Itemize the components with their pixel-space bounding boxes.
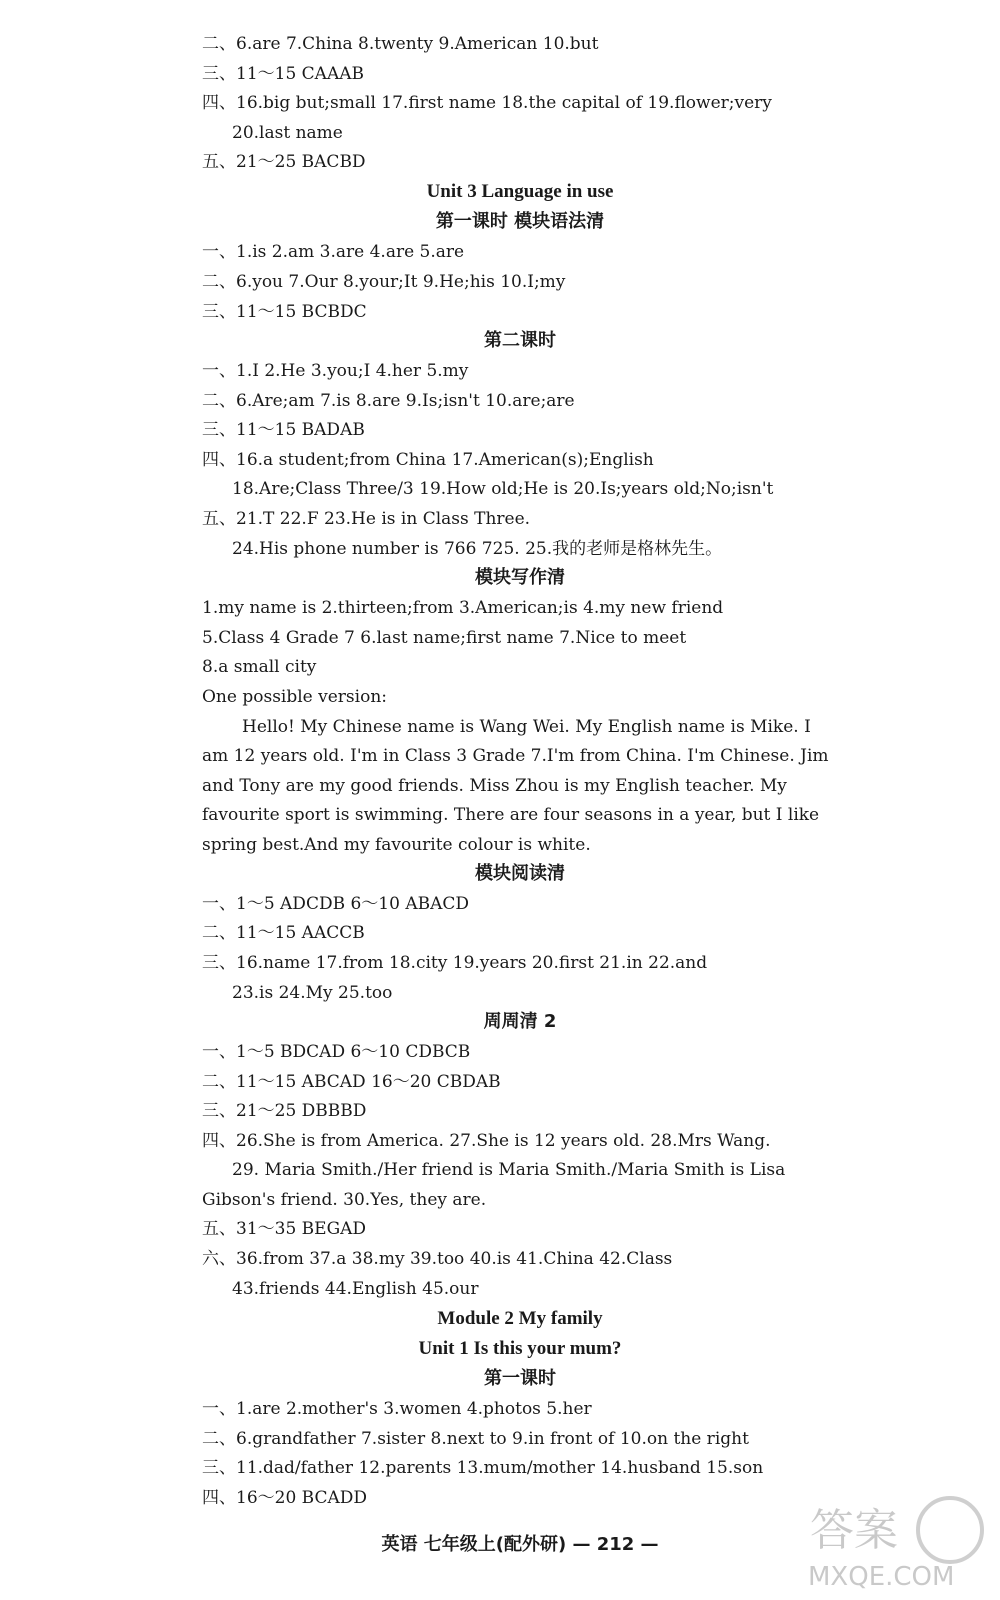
answer-line: 二、6.Are;am 7.is 8.are 9.Is;isn't 10.are;are (202, 391, 575, 411)
answer-line: and Tony are my good friends. Miss Zhou is my English teacher. My (202, 776, 787, 796)
answer-line: 二、6.grandfather 7.sister 8.next to 9.in front of 10.on the right (202, 1429, 749, 1449)
answer-line: 24.His phone number is 766 725. 25.我的老师是格林先生。 (232, 539, 723, 559)
section-heading: 第二课时 (484, 330, 556, 351)
answer-line: Gibson's friend. 30.Yes, they are. (202, 1190, 487, 1210)
section-heading: 模块阅读清 (475, 863, 565, 884)
section-heading: 模块写作清 (475, 567, 565, 588)
answer-line: 一、1～5 ADCDB 6～10 ABACD (202, 894, 470, 914)
answer-line: 五、21～25 BACBD (202, 152, 366, 172)
answer-line: 二、11～15 AACCB (202, 923, 365, 943)
answer-line: 43.friends 44.English 45.our (232, 1279, 479, 1299)
answer-line: spring best.And my favourite colour is white. (202, 835, 591, 855)
answer-line: 三、21～25 DBBBD (202, 1101, 367, 1121)
answer-line: 一、1.I 2.He 3.you;I 4.her 5.my (202, 361, 469, 381)
answer-line: 三、11～15 CAAAB (202, 64, 364, 84)
answer-line: 一、1.are 2.mother's 3.women 4.photos 5.her (202, 1399, 592, 1419)
answer-line: Hello! My Chinese name is Wang Wei. My English name is Mike. I (242, 717, 811, 737)
answer-line: 三、11.dad/father 12.parents 13.mum/mother 14.husband 15.son (202, 1458, 764, 1478)
answer-line: 四、16.big but;small 17.first name 18.the capital of 19.flower;very (202, 93, 772, 113)
answer-line: 二、11～15 ABCAD 16～20 CBDAB (202, 1072, 501, 1092)
answer-line: 三、16.name 17.from 18.city 19.years 20.first 21.in 22.and (202, 953, 708, 973)
svg-text:答案: 答案 (810, 1505, 898, 1556)
answer-line: 四、16～20 BCADD (202, 1488, 368, 1508)
answer-line: 五、21.T 22.F 23.He is in Class Three. (202, 509, 531, 529)
answer-line: favourite sport is swimming. There are four seasons in a year, but I like (202, 805, 820, 825)
answer-line: 三、11～15 BCBDC (202, 302, 367, 322)
answer-line: 8.a small city (202, 657, 317, 677)
answer-line: 四、26.She is from America. 27.She is 12 years old. 28.Mrs Wang. (202, 1131, 771, 1151)
answer-line: 一、1～5 BDCAD 6～10 CDBCB (202, 1042, 471, 1062)
answer-line: 二、6.you 7.Our 8.your;It 9.He;his 10.I;my (202, 272, 566, 292)
watermark-text: MXQE.COM (808, 1562, 955, 1592)
section-heading: 第一课时 模块语法清 (435, 211, 605, 232)
answer-line: 三、11～15 BADAB (202, 420, 365, 440)
answer-line: 20.last name (232, 123, 343, 143)
answer-line: One possible version: (202, 687, 387, 707)
answer-line: 29. Maria Smith./Her friend is Maria Smith./Maria Smith is Lisa (232, 1160, 786, 1180)
section-heading: Unit 1 Is this your mum? (418, 1338, 622, 1359)
answer-line: 23.is 24.My 25.too (232, 983, 393, 1003)
answer-line: 一、1.is 2.am 3.are 4.are 5.are (202, 242, 465, 262)
answer-line: 四、16.a student;from China 17.American(s);English (202, 450, 654, 470)
answer-line: 二、6.are 7.China 8.twenty 9.American 10.but (202, 34, 599, 54)
section-heading: Module 2 My family (437, 1308, 603, 1329)
section-heading: 周周清 2 (483, 1011, 557, 1032)
answer-line: am 12 years old. I'm in Class 3 Grade 7.I'm from China. I'm Chinese. Jim (202, 746, 829, 766)
answer-line: 六、36.from 37.a 38.my 39.too 40.is 41.China 42.Class (202, 1249, 673, 1269)
answer-line: 五、31～35 BEGAD (202, 1219, 367, 1239)
answer-line: 5.Class 4 Grade 7 6.last name;first name 7.Nice to meet (202, 628, 687, 648)
page-footer: 英语 七年级上(配外研) — 212 — (381, 1534, 659, 1555)
answer-line: 1.my name is 2.thirteen;from 3.American;is 4.my new friend (202, 598, 724, 618)
section-heading: 第一课时 (484, 1368, 556, 1389)
answer-line: 18.Are;Class Three/3 19.How old;He is 20.Is;years old;No;isn't (232, 479, 774, 499)
section-heading: Unit 3 Language in use (426, 181, 614, 202)
watermark-logo (800, 1485, 990, 1595)
